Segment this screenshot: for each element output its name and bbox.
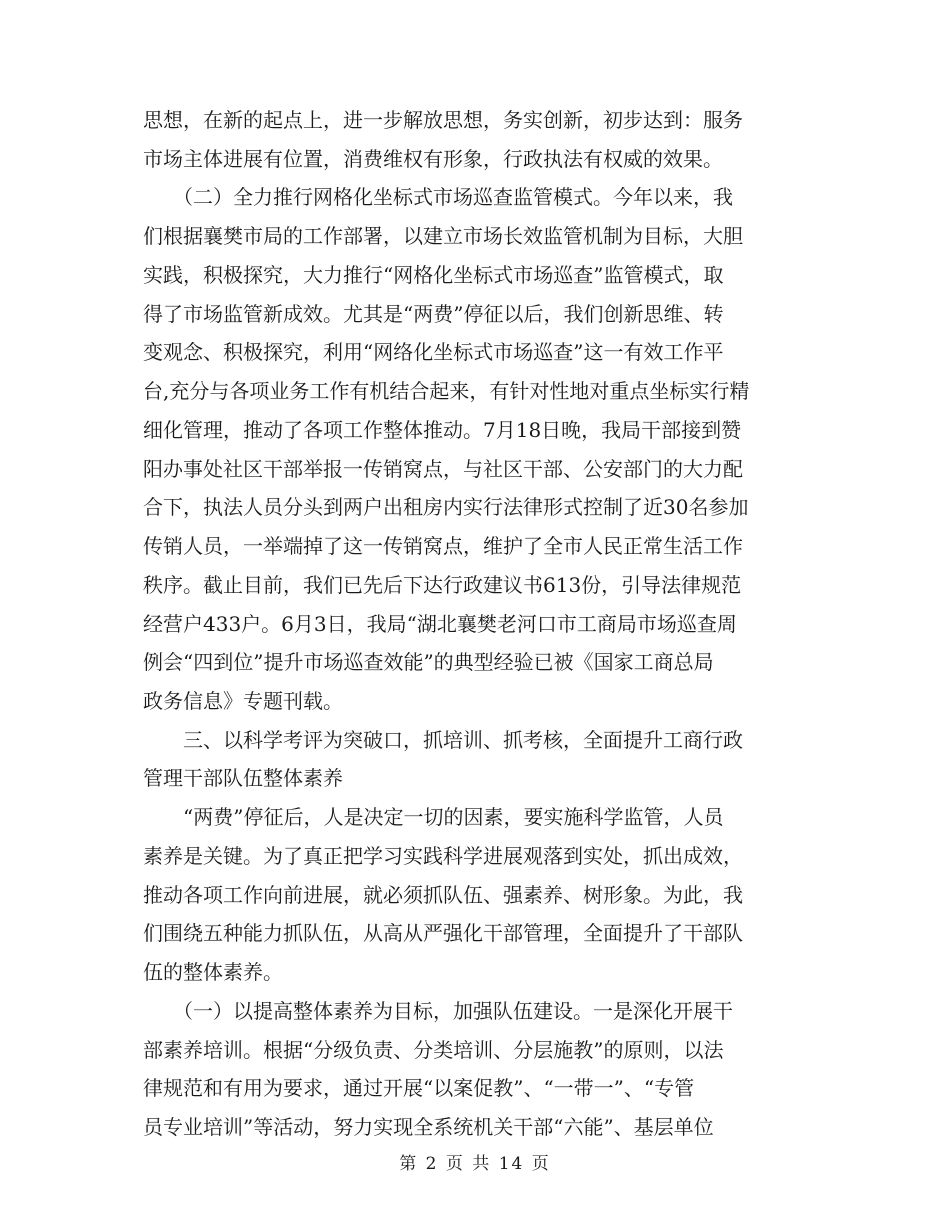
text-line: 合下，执法人员分头到两户出租房内实行法律形式控制了近30名参加 [143,495,749,519]
text-line: 台,充分与各项业务工作有机结合起来，有针对性地对重点坐标实行精 [143,379,750,403]
text-line: 律规范和有用为要求，通过开展“以案促教”、“一带一”、“专管 [143,1076,695,1100]
text-line: 例会“四到位”提升市场巡查效能”的典型经验已被《国家工商总局 [143,650,714,674]
text-line: 伍的整体素养。 [143,960,283,984]
text-line: 秩序。截止目前，我们已先后下达行政建议书613份，引导法律规范 [143,573,742,597]
text-line: 经营户433户。6月3日，我局“湖北襄樊老河口市工商局市场巡查周 [143,612,737,636]
section-heading-line: 管理干部队伍整体素养 [143,766,343,790]
text-line: 政务信息》专题刊载。 [143,689,343,713]
text-line: 员专业培训”等活动，努力实现全系统机关干部“六能”、基层单位 [143,1115,714,1139]
text-line: 细化管理，推动了各项工作整体推动。7月18日晚，我局干部接到赞 [143,418,742,442]
text-line: 得了市场监管新成效。尤其是“两费”停征以后，我们创新思维、转 [143,302,724,326]
text-line: 素养是关键。为了真正把学习实践科学进展观落到实处，抓出成效， [143,844,743,868]
text-line: 推动各项工作向前进展，就必须抓队伍、强素养、树形象。为此，我 [143,883,743,907]
text-line: 阳办事处社区干部举报一传销窝点，与社区干部、公安部门的大力配 [143,457,743,481]
text-line: 们围绕五种能力抓队伍，从高从严强化干部管理，全面提升了干部队 [143,921,743,945]
text-line: 实践，积极探究，大力推行“网格化坐标式市场巡查”监管模式，取 [143,263,724,287]
text-line: 部素养培训。根据“分级负责、分类培训、分层施教”的原则，以法 [143,1038,724,1062]
text-line: “两费”停征后，人是决定一切的因素，要实施科学监管，人员 [143,805,724,829]
text-line: 传销人员，一举端掉了这一传销窝点，维护了全市人民正常生活工作 [143,534,743,558]
text-line: 思想，在新的起点上，进一步解放思想，务实创新，初步达到：服务 [143,108,743,132]
text-line: 市场主体进展有位置，消费维权有形象，行政执法有权威的效果。 [143,147,723,171]
text-line: （二）全力推行网格化坐标式市场巡查监管模式。今年以来，我 [143,185,733,209]
text-line: 变观念、积极探究，利用“网络化坐标式市场巡查”这一有效工作平 [143,340,724,364]
section-heading-line: 三、以科学考评为突破口，抓培训、抓考核，全面提升工商行政 [143,728,743,752]
page-number-footer: 第 2 页 共 14 页 [399,1154,551,1174]
text-line: 们根据襄樊市局的工作部署，以建立市场长效监管机制为目标，大胆 [143,224,743,248]
text-line: （一）以提高整体素养为目标，加强队伍建设。一是深化开展干 [143,999,733,1023]
